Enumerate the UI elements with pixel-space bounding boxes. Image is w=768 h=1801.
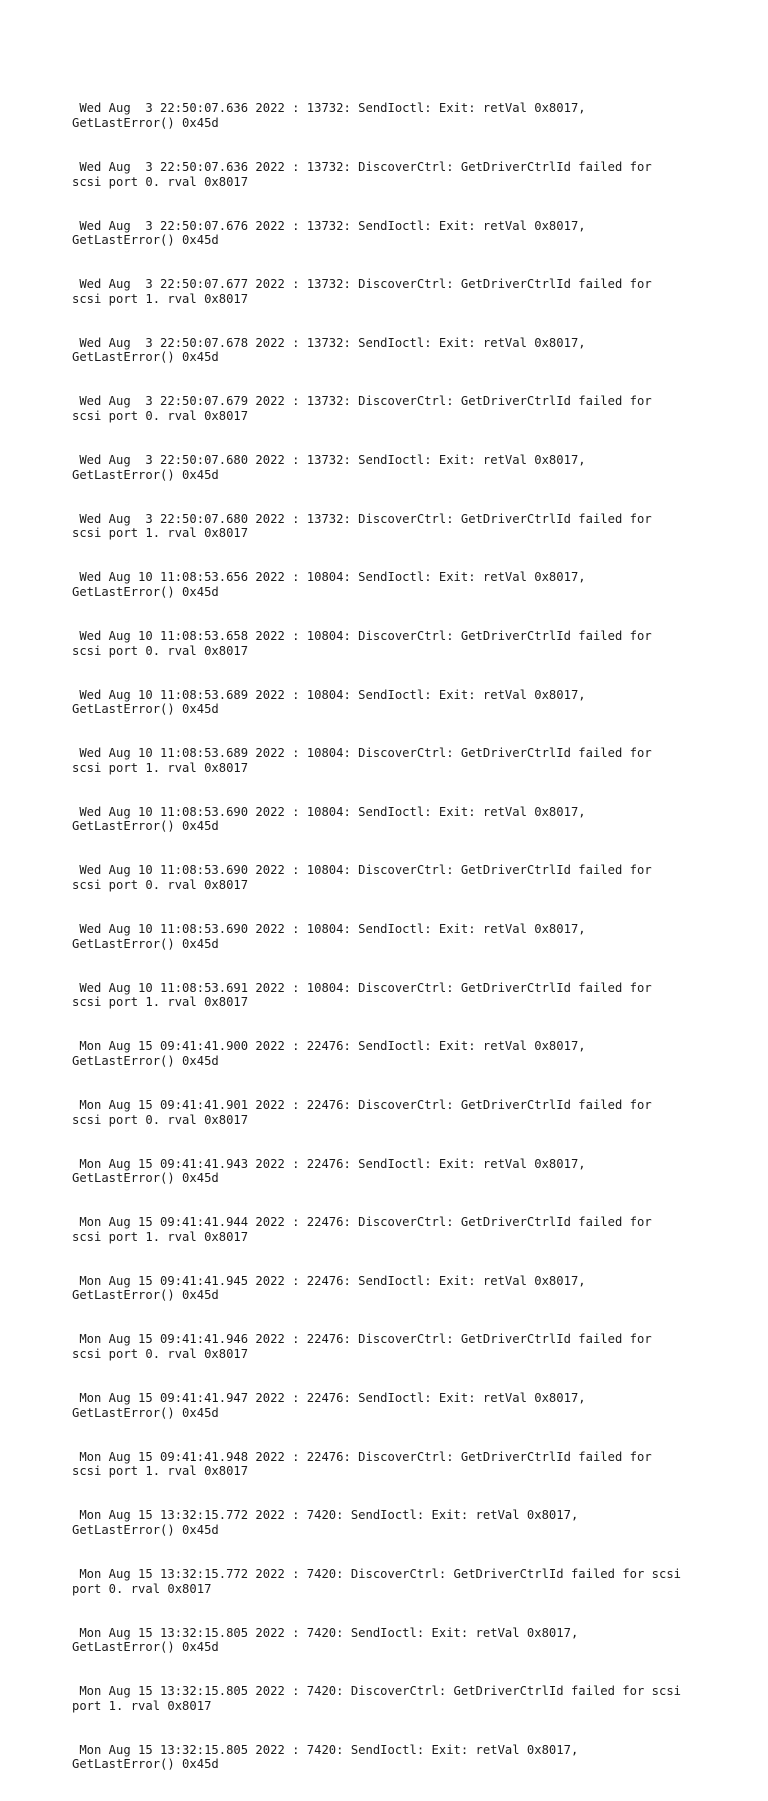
log-line: Wed Aug 10 11:08:53.689 2022 : 10804: SendIoctl: Exit: retVal 0x8017, [72, 687, 586, 702]
log-line: GetLastError() 0x45d [72, 115, 219, 130]
log-entry-17 [72, 1039, 732, 1068]
log-line: GetLastError() 0x45d [72, 936, 219, 951]
log-entry-26 [72, 1567, 732, 1596]
log-line: Wed Aug 3 22:50:07.680 2022 : 13732: SendIoctl: Exit: retVal 0x8017, [72, 453, 586, 468]
log-line: GetLastError() 0x45d [72, 1757, 219, 1772]
log-line: GetLastError() 0x45d [72, 584, 219, 599]
log-entry-16 [72, 981, 732, 1010]
log-line: GetLastError() 0x45d [72, 702, 219, 717]
log-line: scsi port 0. rval 0x8017 [72, 1112, 249, 1127]
log-line: Mon Aug 15 09:41:41.947 2022 : 22476: SendIoctl: Exit: retVal 0x8017, [72, 1391, 586, 1406]
log-line: Wed Aug 3 22:50:07.678 2022 : 13732: SendIoctl: Exit: retVal 0x8017, [72, 335, 586, 350]
log-line: Wed Aug 10 11:08:53.691 2022 : 10804: DiscoverCtrl: GetDriverCtrlId failed for [72, 980, 652, 995]
log-line: GetLastError() 0x45d [72, 467, 219, 482]
log-line: Mon Aug 15 13:32:15.772 2022 : 7420: SendIoctl: Exit: retVal 0x8017, [72, 1508, 579, 1523]
log-line: Mon Aug 15 09:41:41.945 2022 : 22476: SendIoctl: Exit: retVal 0x8017, [72, 1273, 586, 1288]
log-line: scsi port 1. rval 0x8017 [72, 760, 249, 775]
log-entry-2 [72, 160, 732, 189]
log-line: Wed Aug 3 22:50:07.676 2022 : 13732: SendIoctl: Exit: retVal 0x8017, [72, 218, 586, 233]
log-line: GetLastError() 0x45d [72, 1053, 219, 1068]
log-line: scsi port 0. rval 0x8017 [72, 878, 249, 893]
log-entry-24 [72, 1450, 732, 1479]
log-line: scsi port 1. rval 0x8017 [72, 526, 249, 541]
log-line: scsi port 1. rval 0x8017 [72, 291, 249, 306]
log-line: Mon Aug 15 09:41:41.944 2022 : 22476: DiscoverCtrl: GetDriverCtrlId failed for [72, 1215, 652, 1230]
log-line: GetLastError() 0x45d [72, 233, 219, 248]
log-line: Mon Aug 15 13:32:15.772 2022 : 7420: DiscoverCtrl: GetDriverCtrlId failed for scsi [72, 1566, 682, 1581]
log-line: Wed Aug 3 22:50:07.679 2022 : 13732: DiscoverCtrl: GetDriverCtrlId failed for [72, 394, 652, 409]
log-line: Wed Aug 10 11:08:53.690 2022 : 10804: DiscoverCtrl: GetDriverCtrlId failed for [72, 863, 652, 878]
log-entry-15 [72, 922, 732, 951]
log-line: scsi port 1. rval 0x8017 [72, 995, 249, 1010]
log-entry-18 [72, 1098, 732, 1127]
log-line: Mon Aug 15 09:41:41.943 2022 : 22476: SendIoctl: Exit: retVal 0x8017, [72, 1156, 586, 1171]
log-line: Mon Aug 15 13:32:15.805 2022 : 7420: DiscoverCtrl: GetDriverCtrlId failed for scsi [72, 1684, 682, 1699]
log-line: Mon Aug 15 09:41:41.948 2022 : 22476: DiscoverCtrl: GetDriverCtrlId failed for [72, 1449, 652, 1464]
log-line: Mon Aug 15 09:41:41.946 2022 : 22476: DiscoverCtrl: GetDriverCtrlId failed for [72, 1332, 652, 1347]
log-entry-20 [72, 1215, 732, 1244]
log-line: Mon Aug 15 09:41:41.900 2022 : 22476: SendIoctl: Exit: retVal 0x8017, [72, 1039, 586, 1054]
log-line: GetLastError() 0x45d [72, 1640, 219, 1655]
log-line: Mon Aug 15 13:32:15.805 2022 : 7420: SendIoctl: Exit: retVal 0x8017, [72, 1625, 579, 1640]
log-entry-3 [72, 219, 732, 248]
log-entry-9 [72, 570, 732, 599]
log-entry-6 [72, 394, 732, 423]
log-entry-22 [72, 1332, 732, 1361]
log-line: port 1. rval 0x8017 [72, 1698, 212, 1713]
log-line: port 0. rval 0x8017 [72, 1581, 212, 1596]
log-line: GetLastError() 0x45d [72, 819, 219, 834]
log-line: Mon Aug 15 13:32:15.805 2022 : 7420: SendIoctl: Exit: retVal 0x8017, [72, 1742, 579, 1757]
log-line: scsi port 0. rval 0x8017 [72, 409, 249, 424]
log-line: Wed Aug 3 22:50:07.680 2022 : 13732: DiscoverCtrl: GetDriverCtrlId failed for [72, 511, 652, 526]
log-line: Wed Aug 10 11:08:53.690 2022 : 10804: SendIoctl: Exit: retVal 0x8017, [72, 922, 586, 937]
log-line: GetLastError() 0x45d [72, 1405, 219, 1420]
log-line: scsi port 1. rval 0x8017 [72, 1229, 249, 1244]
log-entry-25 [72, 1508, 732, 1537]
log-entry-4 [72, 277, 732, 306]
log-line: GetLastError() 0x45d [72, 1522, 219, 1537]
log-line: Wed Aug 10 11:08:53.690 2022 : 10804: SendIoctl: Exit: retVal 0x8017, [72, 804, 586, 819]
log-line: scsi port 0. rval 0x8017 [72, 643, 249, 658]
log-entry-8 [72, 512, 732, 541]
log-line: Wed Aug 10 11:08:53.689 2022 : 10804: DiscoverCtrl: GetDriverCtrlId failed for [72, 746, 652, 761]
log-entry-21 [72, 1274, 732, 1303]
log-entry-1 [72, 101, 732, 130]
log-entry-28 [72, 1684, 732, 1713]
log-entry-7 [72, 453, 732, 482]
log-line: Wed Aug 3 22:50:07.677 2022 : 13732: DiscoverCtrl: GetDriverCtrlId failed for [72, 277, 652, 292]
log-line: Mon Aug 15 09:41:41.901 2022 : 22476: DiscoverCtrl: GetDriverCtrlId failed for [72, 1097, 652, 1112]
log-line: Wed Aug 10 11:08:53.658 2022 : 10804: DiscoverCtrl: GetDriverCtrlId failed for [72, 628, 652, 643]
log-entry-27 [72, 1626, 732, 1655]
log-entry-19 [72, 1157, 732, 1186]
log-line: Wed Aug 10 11:08:53.656 2022 : 10804: SendIoctl: Exit: retVal 0x8017, [72, 570, 586, 585]
log-line: GetLastError() 0x45d [72, 1288, 219, 1303]
log-entry-23 [72, 1391, 732, 1420]
log-text [72, 72, 732, 1801]
document-page [72, 72, 732, 1801]
log-entry-5 [72, 336, 732, 365]
log-line: scsi port 1. rval 0x8017 [72, 1464, 249, 1479]
log-line: Wed Aug 3 22:50:07.636 2022 : 13732: DiscoverCtrl: GetDriverCtrlId failed for [72, 159, 652, 174]
log-line: scsi port 0. rval 0x8017 [72, 1347, 249, 1362]
log-entry-10 [72, 629, 732, 658]
log-line: scsi port 0. rval 0x8017 [72, 174, 249, 189]
log-entry-13 [72, 805, 732, 834]
log-entry-11 [72, 688, 732, 717]
log-entry-29 [72, 1743, 732, 1772]
log-line: GetLastError() 0x45d [72, 350, 219, 365]
log-line: Wed Aug 3 22:50:07.636 2022 : 13732: SendIoctl: Exit: retVal 0x8017, [72, 101, 586, 116]
log-entry-12 [72, 746, 732, 775]
log-entry-14 [72, 863, 732, 892]
log-line: GetLastError() 0x45d [72, 1171, 219, 1186]
